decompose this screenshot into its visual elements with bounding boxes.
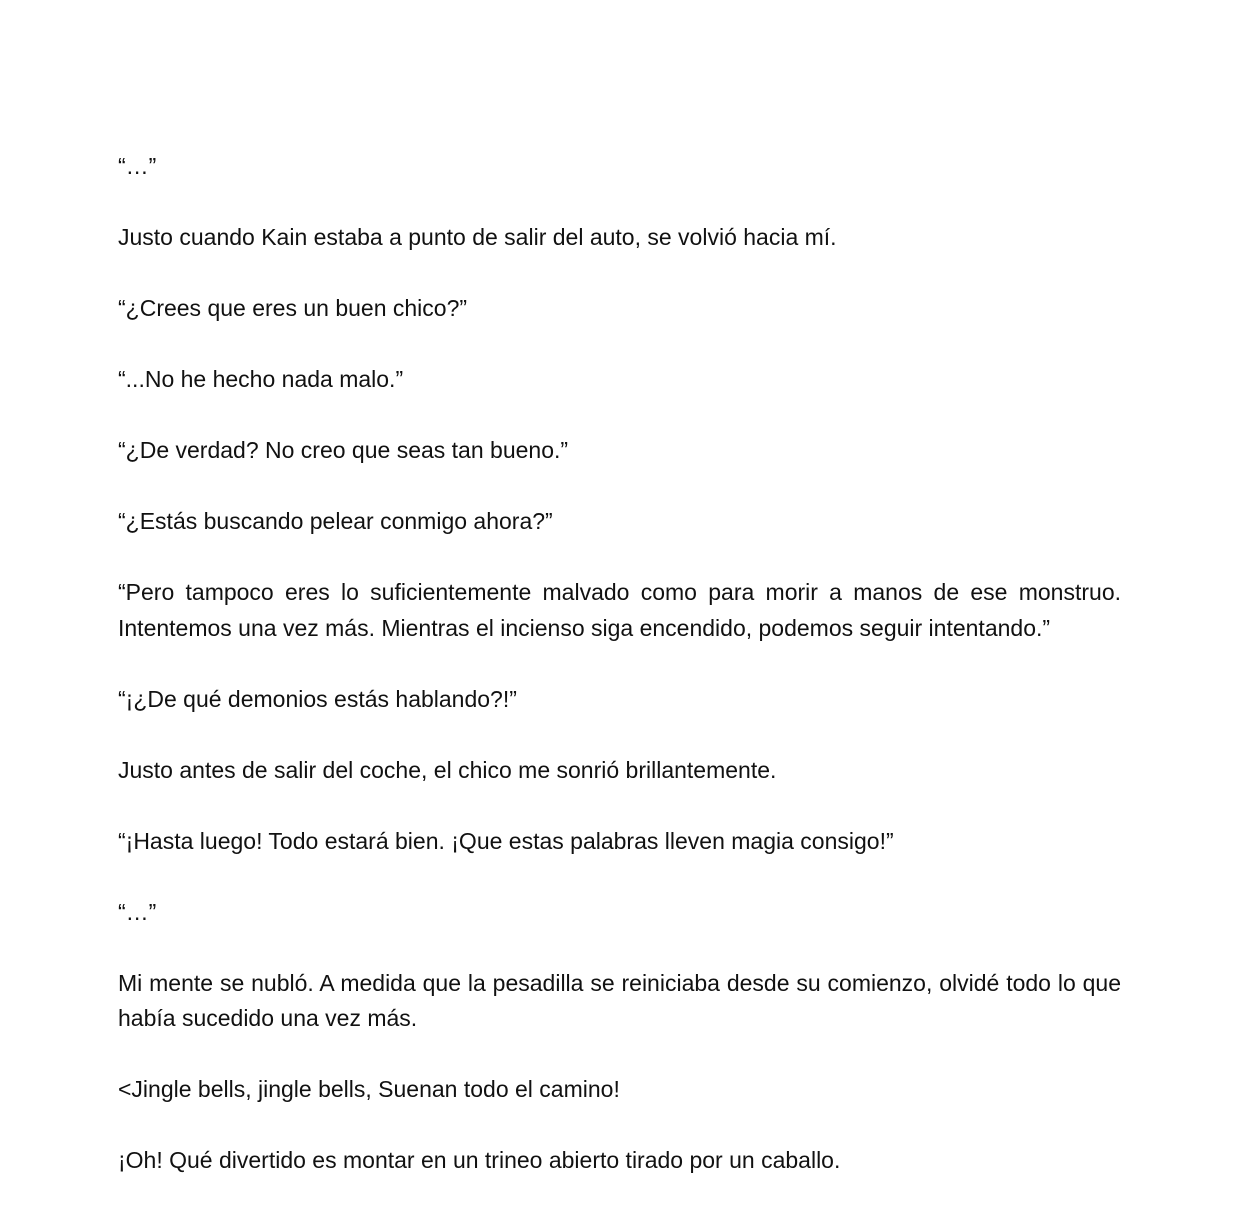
paragraph-5: “¿De verdad? No creo que seas tan bueno.” [118, 437, 569, 463]
paragraph-1: “…” [118, 153, 157, 179]
paragraph-3: “¿Crees que eres un buen chico?” [118, 295, 468, 321]
document-body [118, 149, 1121, 1214]
paragraph-4: “...No he hecho nada malo.” [118, 366, 404, 392]
paragraph-10: “¡Hasta luego! Todo estará bien. ¡Que estas palabras lleven magia consigo!” [118, 827, 894, 854]
paragraph-12: Mi mente se nubló. A medida que la pesadilla se reiniciaba desde su comienzo, olvidé todo lo que había sucedido una vez más. [118, 969, 1121, 1031]
paragraph-13: <Jingle bells, jingle bells, Suenan todo el camino! [118, 1076, 620, 1102]
paragraph-8: “¡¿De qué demonios estás hablando?!” [118, 685, 517, 712]
paragraph-2: Justo cuando Kain estaba a punto de salir del auto, se volvió hacia mí. [118, 224, 837, 250]
paragraph-9: Justo antes de salir del coche, el chico me sonrió brillantemente. [118, 756, 777, 783]
paragraph-7: “Pero tampoco eres lo suficientemente malvado como para morir a manos de ese monstruo. Intentemos una vez más. Mientras el incienso siga encendido, podemos seguir intentando.” [118, 579, 1121, 641]
paragraph-11: “…” [118, 898, 157, 925]
paragraph-6: “¿Estás buscando pelear conmigo ahora?” [118, 508, 553, 534]
paragraph-14: ¡Oh! Qué divertido es montar en un trineo abierto tirado por un caballo. [118, 1147, 841, 1173]
